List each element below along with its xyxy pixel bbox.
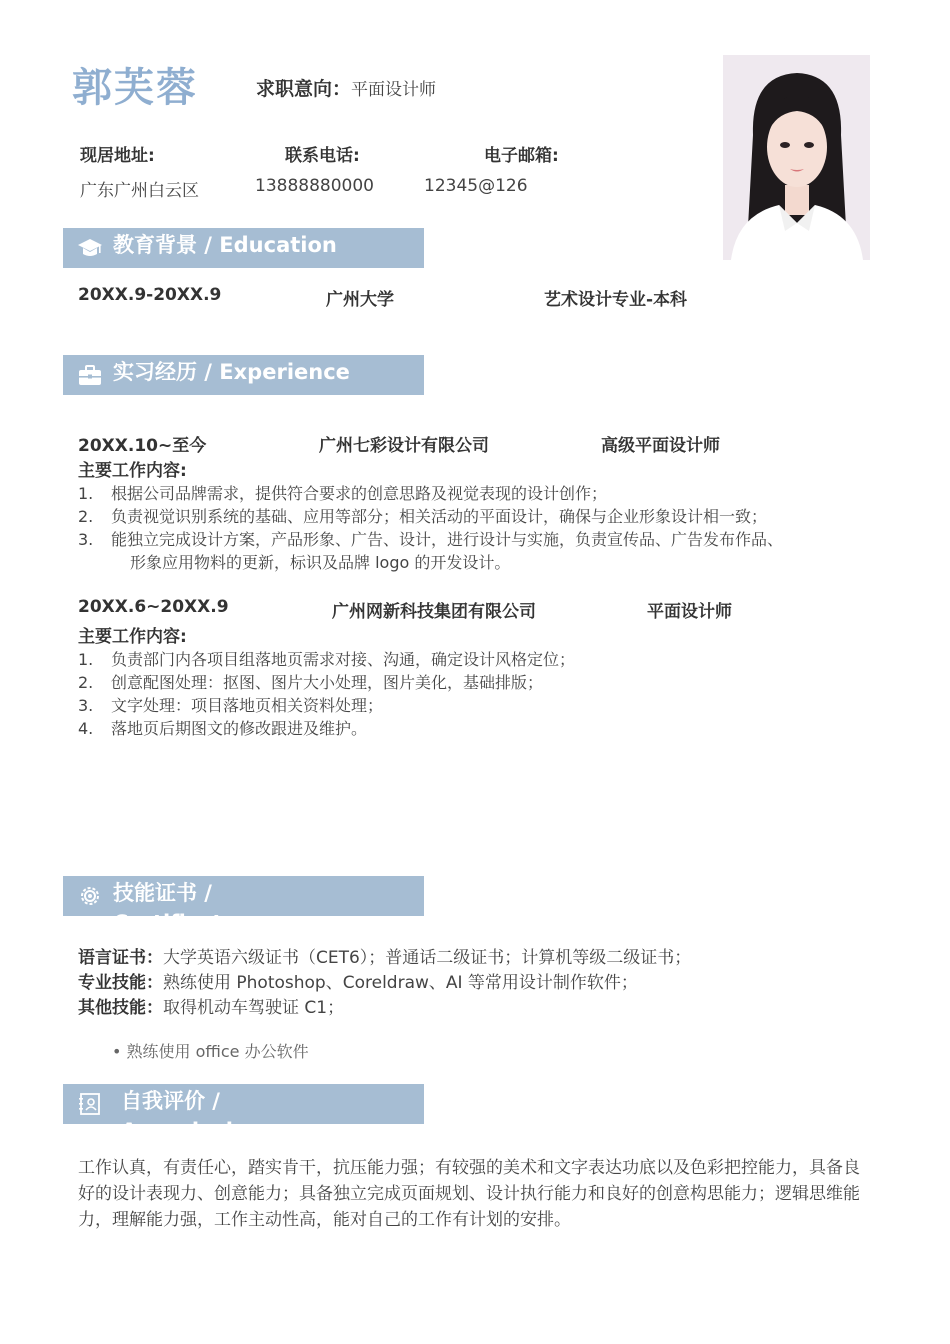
skills-section-header — [63, 876, 424, 935]
education-period: 20XX.9-20XX.9 — [78, 285, 222, 305]
job-1-duties-label: 主要工作内容: — [78, 461, 187, 481]
self-eval-title-main: 自我评价 / — [121, 1089, 220, 1113]
experience-title: 实习经历 / Experience — [113, 360, 350, 384]
email-value: 12345@126 — [424, 176, 528, 196]
self-eval-text: 工作认真，有责任心，踏实肯干，抗压能力强；有较强的美术和文字表达功底以及色彩把控能力，具备良好的设计表现力、创意能力；具备独立完成页面规划、设计执行能力和良好的创意构思能力；逻辑思维能力，理解能力强，工作主动性高，能对自己的工作有计划的安排。 — [78, 1158, 860, 1230]
job-1-duty — [78, 527, 783, 550]
profile-photo — [723, 55, 870, 260]
skill-text: 大学英语六级证书（CET6）；普通话二级证书；计算机等级二级证书； — [163, 948, 692, 968]
duty-text: 负责视觉识别系统的基础、应用等部分；相关活动的平面设计，确保与企业形象设计相一致； — [111, 507, 768, 526]
education-school: 广州大学 — [326, 290, 394, 310]
list-number: 2. — [78, 673, 94, 692]
job-2-duty — [78, 716, 367, 739]
job-1-duty — [78, 481, 607, 504]
list-number: 1. — [78, 650, 94, 669]
job-1-position: 高级平面设计师 — [601, 436, 720, 456]
education-major: 艺术设计专业-本科 — [544, 290, 688, 310]
skill-label: 其他技能： — [78, 998, 163, 1018]
job-1-period: 20XX.10~至今 — [78, 436, 207, 456]
job-1-duty — [78, 504, 767, 527]
candidate-name: 郭芙蓉 — [72, 65, 198, 111]
portrait-illustration — [723, 55, 870, 260]
job-1-duty-continuation: 形象应用物料的更新，标识及品牌 logo 的开发设计。 — [130, 553, 511, 572]
job-2-position: 平面设计师 — [647, 602, 732, 622]
skills-title-clipped: Certificate — [113, 911, 237, 935]
skill-text: 取得机动车驾驶证 C1； — [163, 998, 345, 1018]
skills-title — [113, 878, 237, 938]
list-number: 2. — [78, 507, 94, 526]
job-1-company: 广州七彩设计有限公司 — [319, 436, 489, 456]
graduation-cap-icon — [77, 236, 103, 260]
email-label: 电子邮箱: — [484, 146, 559, 166]
address-label: 现居地址: — [80, 146, 155, 166]
experience-section-header — [63, 355, 424, 395]
duty-text: 能独立完成设计方案，产品形象、广告、设计，进行设计与实施，负责宣传品、广告发布作品、 — [111, 530, 784, 549]
self-eval-section-header — [63, 1084, 424, 1143]
job-2-duty — [78, 670, 543, 693]
briefcase-icon — [77, 363, 103, 387]
self-eval-title — [121, 1086, 233, 1146]
self-eval-title-clipped: Appraisal — [121, 1119, 233, 1143]
duty-text: 文字处理：项目落地页相关资料处理； — [111, 696, 384, 715]
clipped-skill-line: • 熟练使用 office 办公软件 — [112, 1042, 309, 1061]
education-title: 教育背景 / Education — [113, 233, 337, 257]
address-value: 广东广州白云区 — [80, 181, 199, 201]
skills-title-main: 技能证书 / — [113, 881, 212, 905]
skill-label: 语言证书： — [78, 948, 163, 968]
job-intent — [256, 74, 436, 101]
job-intent-value: 平面设计师 — [351, 80, 437, 100]
job-2-duty — [78, 693, 383, 716]
duty-text: 创意配图处理：抠图、图片大小处理，图片美化，基础排版； — [111, 673, 544, 692]
duty-text: 负责部门内各项目组落地页需求对接、沟通，确定设计风格定位； — [111, 650, 576, 669]
skill-line — [78, 968, 638, 993]
skill-line — [78, 993, 344, 1018]
skill-text: 熟练使用 Photoshop、Coreldraw、AI 等常用设计制作软件； — [163, 973, 638, 993]
id-card-icon — [77, 1092, 103, 1116]
clipped-skill-text: 熟练使用 office 办公软件 — [126, 1042, 309, 1061]
list-number: 3. — [78, 530, 94, 549]
duty-text: 根据公司品牌需求，提供符合要求的创意思路及视觉表现的设计创作； — [111, 484, 608, 503]
job-2-period: 20XX.6~20XX.9 — [78, 597, 229, 617]
job-intent-label: 求职意向： — [256, 78, 352, 100]
list-number: 4. — [78, 719, 94, 738]
job-2-duty — [78, 647, 575, 670]
gear-icon — [77, 884, 103, 908]
list-number: 1. — [78, 484, 94, 503]
duty-text: 落地页后期图文的修改跟进及维护。 — [111, 719, 368, 738]
phone-label: 联系电话: — [285, 146, 360, 166]
job-2-duties-label: 主要工作内容: — [78, 627, 187, 647]
job-2-company: 广州网新科技集团有限公司 — [332, 602, 536, 622]
list-number: 3. — [78, 696, 94, 715]
education-section-header — [63, 228, 424, 268]
skill-label: 专业技能： — [78, 973, 163, 993]
skill-line — [78, 943, 691, 968]
phone-value: 13888880000 — [255, 176, 374, 196]
